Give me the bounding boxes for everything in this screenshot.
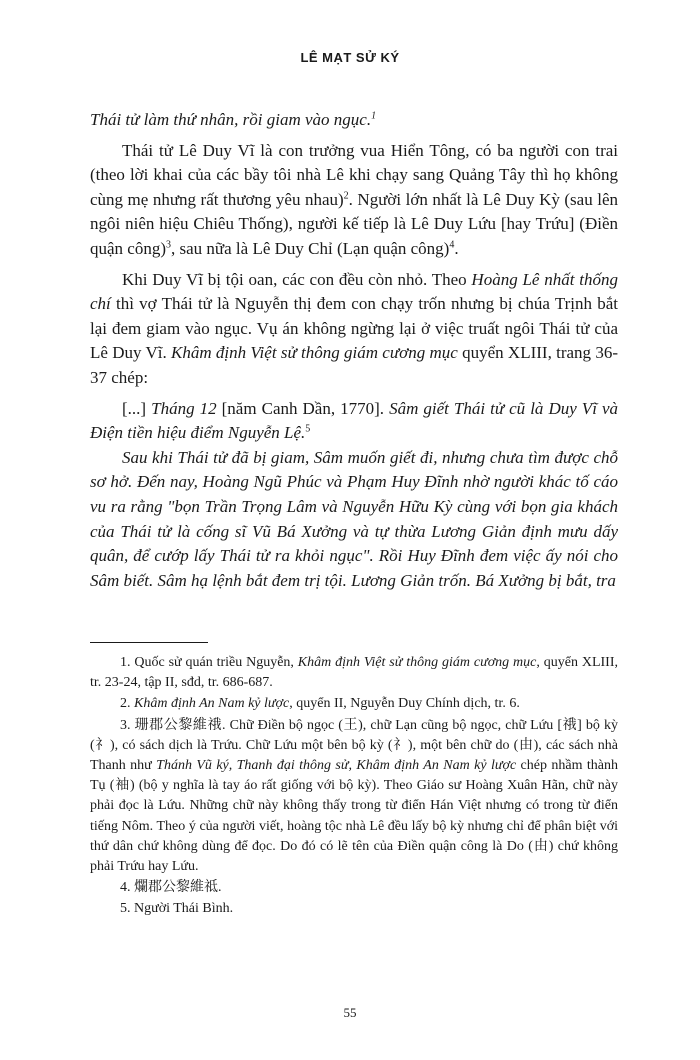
- quote-heading: [90, 397, 618, 446]
- paragraph-2-part-a: Thái tử Lê Duy Vĩ là con trưởng vua Hiển Tông, có ba người con trai (theo lời khai của các bầy tôi nhà Lê khi chạy sang Quảng Tây thì họ không cùng mẹ nhưng rất thương yêu nhau): [90, 140, 618, 209]
- quote-body: Sau khi Thái tử đã bị giam, Sâm muốn giết đi, nhưng chưa tìm được chỗ sơ hở. Đến nay, Hoàng Ngũ Phúc và Phạm Huy Đĩnh nhờ người khác tố cáo vu ra rằng "bọn Trần Trọng Lâm và Nguyễn Hữu Kỳ cùng với bọn gia khách của Thái tử là cống sĩ Vũ Bá Xưởng và tự thừa Lương Giản định mưu dấy quân, để cướp lấy Thái tử ra khỏi ngục". Rồi Huy Đĩnh đem việc ấy nói cho Sâm biết. Sâm hạ lệnh bắt đem trị tội. Lương Giản trốn. Bá Xưởng bị bắt, tra: [90, 447, 618, 590]
- footnote-1-a: 1. Quốc sử quán triều Nguyễn,: [120, 655, 298, 670]
- quote-ellipsis: [...]: [122, 398, 152, 418]
- running-title: LÊ MẠT SỬ KÝ: [300, 50, 400, 65]
- footnote-5: 5. Người Thái Bình.: [120, 901, 234, 917]
- paragraph-2-part-d: .: [454, 238, 459, 258]
- paragraph-2-part-b: . Người lớn nhất là Lê Duy Kỳ (sau lên ngôi niên hiệu Chiêu Thống), người kế tiếp là Lê Duy Lứu [hay Trứu] (Điền quận công): [90, 189, 618, 258]
- footnote-1-title: Khâm định Việt sử thông giám cương mục: [297, 655, 537, 670]
- footnote-ref-5[interactable]: 5: [305, 423, 311, 435]
- footnote-ref-4[interactable]: 4: [449, 239, 455, 251]
- paragraph-3-part-e: quyển XLIII, trang 36-37 chép:: [90, 343, 618, 387]
- footnote-2: [90, 694, 618, 714]
- footnote-ref-3[interactable]: 3: [166, 239, 172, 251]
- footnote-1-c: , quyển XLIII, tr. 23-24, tập II, sđd, tr. 686-687.: [90, 655, 618, 691]
- quote-month: Tháng 12: [151, 398, 217, 418]
- paragraph-2: [90, 139, 618, 262]
- footnotes: [90, 653, 618, 921]
- footnote-2-a: 2.: [120, 696, 134, 712]
- paragraph-3-part-c: thì vợ Thái tử là Nguyễn thị đem con chạy trốn nhưng bị chúa Trịnh bắt lại đem giam vào ngục. Vụ án không ngừng lại ở việc truất ngôi Thái tử của Lê Duy Vĩ.: [90, 294, 618, 363]
- footnote-1: [90, 653, 618, 693]
- paragraph-1: [90, 108, 618, 133]
- footnote-3-titles: Thánh Vũ ký, Thanh đại thông sử, Khâm định An Nam kỷ lược: [156, 758, 517, 774]
- quote-event: Sâm giết Thái tử cũ là Duy Vĩ và Điện tiền hiệu điểm Nguyễn Lệ.: [90, 398, 618, 443]
- footnote-3: [90, 716, 618, 878]
- footnote-ref-1[interactable]: 1: [371, 110, 377, 122]
- footnote-2-c: , quyển II, Nguyễn Duy Chính dịch, tr. 6.: [289, 696, 520, 712]
- page-number: 55: [343, 1005, 357, 1020]
- book-title-cuong-muc: Khâm định Việt sử thông giám cương mục: [171, 343, 458, 363]
- paragraph-2-part-c: , sau nữa là Lê Duy Chỉ (Lạn quận công): [171, 238, 450, 258]
- footnote-divider: [90, 642, 208, 643]
- paragraph-3-part-a: Khi Duy Vĩ bị tội oan, các con đều còn nhỏ. Theo: [122, 269, 472, 289]
- footnote-2-title: Khâm định An Nam kỷ lược: [134, 696, 290, 712]
- book-title-hoang-le: Hoàng Lê nhất thống chí: [90, 269, 618, 314]
- quote-year: [năm Canh Dần, 1770].: [216, 398, 390, 418]
- footnote-3-a: 3. 珊郡公黎維䄉. Chữ Điền bộ ngọc (王), chữ Lạn cũng bộ ngọc, chữ Lứu [䄉] bộ kỳ (礻), có sách dịch là Trứu. Chữ Lứu một bên bộ kỳ (礻), một bên chữ do (由), các sách nhà Thanh như: [90, 717, 618, 774]
- footnote-4: 4. 爛郡公黎維祗.: [120, 880, 222, 896]
- footnote-ref-2[interactable]: 2: [343, 190, 349, 202]
- main-text: [90, 108, 618, 593]
- paragraph-1-text: Thái tử làm thứ nhân, rồi giam vào ngục.: [90, 110, 372, 129]
- footnote-3-c: chép nhầm thành Tụ (袖) (bộ y nghĩa là tay áo rất giống với bộ kỳ). Theo Giáo sư Hoàng Xuân Hãn, chữ này phải đọc là Lứu. Những chữ này không thấy trong từ điển Hán Việt nhưng có trong từ điển tiếng Nôm. Theo ý của người viết, hoàng tộc nhà Lê đều lấy bộ kỳ nhưng chỉ để phân biệt với thứ dân chứ không dùng để đọc. Do đó có lẽ tên của Điền quận công là Do (由) chứ không phải Trứu hay Lứu.: [90, 758, 619, 875]
- paragraph-3: [90, 268, 618, 391]
